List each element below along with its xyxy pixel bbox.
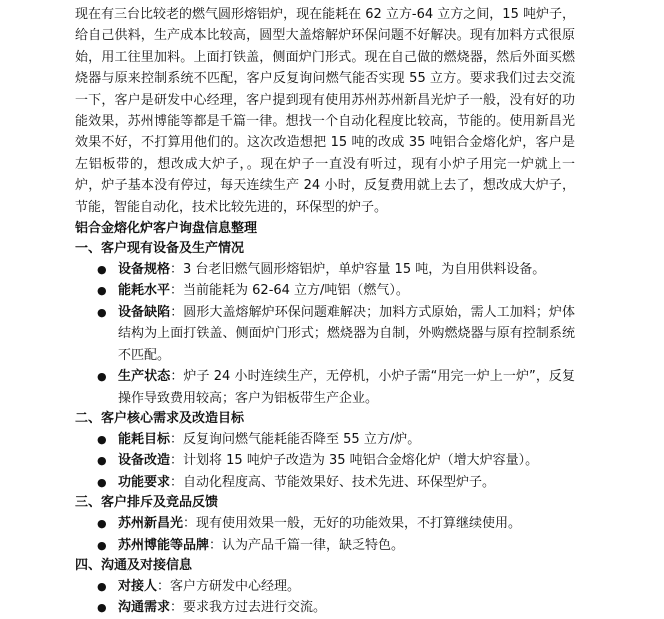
section-existing-equipment bbox=[75, 239, 575, 409]
item-text: ：客户方研发中心经理。 bbox=[157, 578, 301, 594]
bullet-list bbox=[75, 513, 575, 556]
section-core-needs bbox=[75, 409, 575, 493]
item-label: 能耗水平 bbox=[118, 283, 171, 299]
list-item bbox=[75, 259, 575, 280]
bullet-icon: ● bbox=[97, 475, 107, 489]
bullet-icon: ● bbox=[97, 263, 107, 277]
bullet-list bbox=[75, 259, 575, 409]
item-label: 能耗目标 bbox=[118, 431, 171, 447]
item-label: 沟通需求 bbox=[118, 600, 171, 616]
item-text: ：炉子 24 小时连续生产，无停机，小炉子需“用完一炉上一炉”，反复操作导致费用较高；客户为铝板带生产企业。 bbox=[118, 369, 575, 406]
list-item bbox=[75, 513, 575, 534]
list-item bbox=[75, 597, 575, 618]
item-text: ：反复询问燃气能耗能否降至 55 立方/炉。 bbox=[170, 431, 421, 447]
list-item bbox=[75, 472, 575, 493]
section-heading: 四、沟通及对接信息 bbox=[75, 557, 193, 573]
item-text: ：认为产品千篇一律，缺乏特色。 bbox=[209, 537, 405, 553]
item-label: 功能要求 bbox=[118, 474, 171, 490]
list-item bbox=[75, 450, 575, 471]
bullet-list bbox=[75, 429, 575, 493]
item-text: ：圆形大盖熔解炉环保问题难解决；加料方式原始，需人工加料；炉体结构为上面打铁盖、侧面炉门形式；燃烧器为自制，外购燃烧器与原有控制系统不匹配。 bbox=[118, 304, 575, 363]
item-label: 苏州新昌光 bbox=[118, 516, 184, 532]
bullet-icon: ● bbox=[97, 284, 107, 298]
bullet-icon: ● bbox=[97, 305, 107, 319]
bullet-icon: ● bbox=[97, 538, 107, 552]
bullet-icon: ● bbox=[97, 579, 107, 593]
document-page bbox=[75, 4, 575, 619]
section-heading: 一、客户现有设备及生产情况 bbox=[75, 241, 245, 257]
intro-paragraph: 现在有三台比较老的燃气圆形熔铝炉，现在能耗在 62 立方-64 立方之间，15 吨炉子，给自己供料，生产成本比较高，圆型大盖熔解炉环保问题不好解决。现有加料方式很原始，用工往里加料。上面打铁盖，侧面炉门形式。现在自己做的燃烧器，然后外面买燃烧器与原来控制系统不匹配，客户反复询问燃气能否实现 55 立方。要求我们过去交流一下，客户是研发中心经理，客户提到现有使用苏州苏州新昌光炉子一般，没有好的功能效果，苏州博能等都是千篇一律。想找一个自动化程度比较高，节能的。使用新昌光效果不好，不打算用他们的。这次改造想把 15 吨的改成 35 吨铝合金熔化炉，客户是左铝板带的，想改成大炉子，。现在炉子一直没有听过，现有小炉子用完一炉就上一炉，炉子基本没有停过，每天连续生产 24 小时，反复费用就上去了，想改成大炉子，节能，智能自动化，技术比较先进的，环保型的炉子。 bbox=[75, 7, 575, 215]
list-item bbox=[75, 535, 575, 556]
item-label: 生产状态 bbox=[118, 369, 171, 385]
bullet-icon: ● bbox=[97, 601, 107, 615]
list-item bbox=[75, 576, 575, 597]
item-label: 设备缺陷 bbox=[118, 304, 171, 320]
list-item bbox=[75, 366, 575, 409]
bullet-icon: ● bbox=[97, 517, 107, 531]
list-item bbox=[75, 280, 575, 301]
list-item bbox=[75, 302, 575, 366]
bullet-icon: ● bbox=[97, 370, 107, 384]
section-contact-info bbox=[75, 556, 575, 619]
document-title: 铝合金熔化炉客户询盘信息整理 bbox=[75, 221, 258, 237]
item-text: ：当前能耗为 62-64 立方/吨铝（燃气）。 bbox=[170, 283, 409, 299]
item-text: ：自动化程度高、节能效果好、技术先进、环保型炉子。 bbox=[170, 474, 496, 490]
bullet-icon: ● bbox=[97, 454, 107, 468]
item-text: ：3 台老旧燃气圆形熔铝炉，单炉容量 15 吨，为自用供料设备。 bbox=[170, 262, 546, 278]
item-label: 苏州博能等品牌 bbox=[118, 537, 210, 553]
item-text: ：计划将 15 吨炉子改造为 35 吨铝合金熔化炉（增大炉容量）。 bbox=[170, 453, 539, 469]
bullet-icon: ● bbox=[97, 432, 107, 446]
item-text: ：现有使用效果一般，无好的功能效果，不打算继续使用。 bbox=[183, 516, 522, 532]
item-label: 设备改造 bbox=[118, 453, 171, 469]
item-label: 设备规格 bbox=[118, 262, 171, 278]
section-heading: 二、客户核心需求及改造目标 bbox=[75, 410, 245, 426]
section-heading: 三、客户排斥及竞品反馈 bbox=[75, 495, 219, 511]
section-competitor-feedback bbox=[75, 493, 575, 556]
list-item bbox=[75, 429, 575, 450]
item-label: 对接人 bbox=[118, 578, 158, 594]
bullet-list bbox=[75, 576, 575, 619]
item-text: ：要求我方过去进行交流。 bbox=[170, 600, 327, 616]
